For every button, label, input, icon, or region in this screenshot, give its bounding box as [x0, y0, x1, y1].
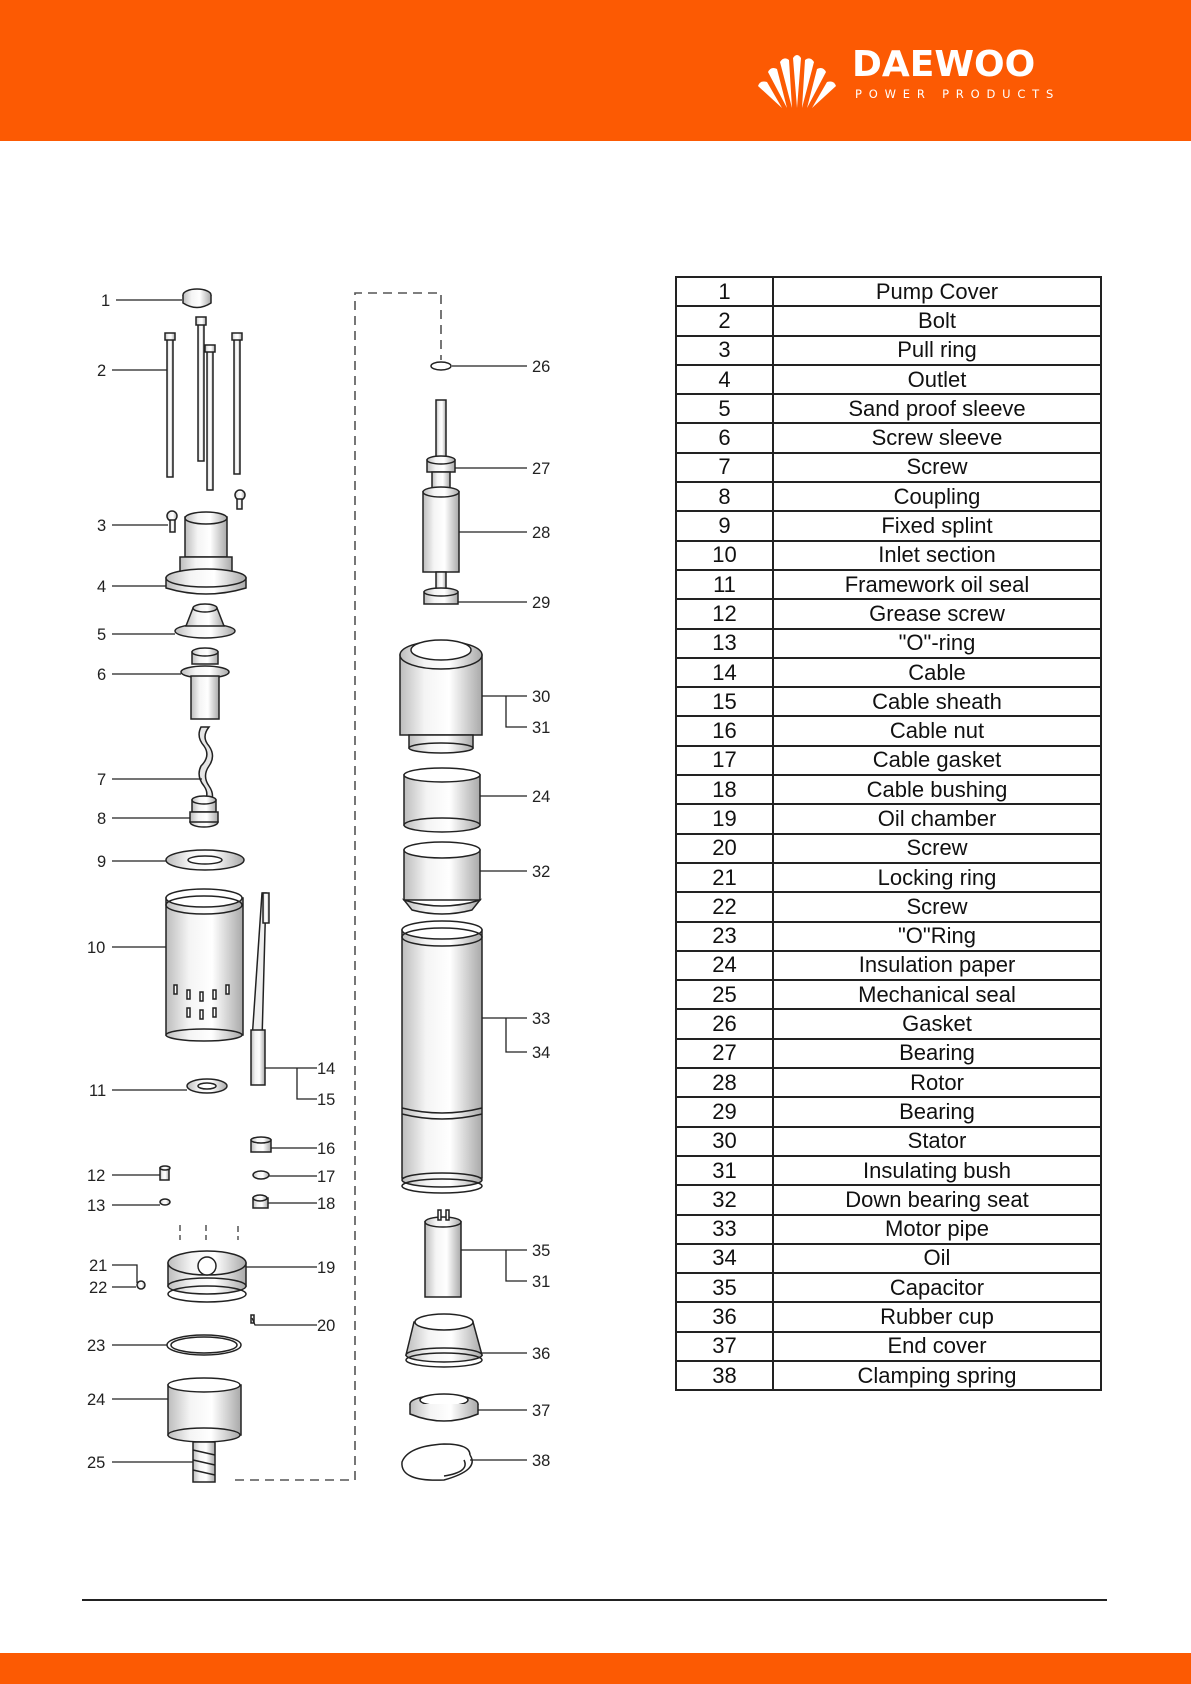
callout-30: 30 [532, 688, 551, 706]
callout-31-lower: 31 [532, 1273, 551, 1291]
parts-row [676, 423, 1101, 452]
callout-9: 9 [97, 853, 107, 871]
parts-row [676, 1361, 1101, 1390]
part-number-cell: 7 [676, 453, 773, 482]
callout-10: 10 [87, 939, 106, 957]
part-name-cell: Pump Cover [773, 277, 1101, 306]
parts-row [676, 570, 1101, 599]
parts-row [676, 336, 1101, 365]
part-stator [400, 640, 482, 753]
callout-23: 23 [87, 1337, 106, 1355]
part-number-cell: 35 [676, 1273, 773, 1302]
parts-row [676, 1039, 1101, 1068]
part-name-cell: "O"-ring [773, 629, 1101, 658]
part-name-cell: Gasket [773, 1009, 1101, 1038]
part-number-cell: 31 [676, 1156, 773, 1185]
part-cable-gasket [253, 1171, 269, 1179]
part-rotor-shaft [423, 400, 459, 604]
part-outlet [166, 512, 246, 594]
part-insulation-paper-lower [168, 1378, 241, 1442]
callout-19: 19 [317, 1259, 336, 1277]
parts-list-body [676, 277, 1101, 1390]
part-down-bearing-seat [404, 842, 480, 914]
callout-4: 4 [97, 578, 107, 596]
parts-row [676, 453, 1101, 482]
part-gasket [431, 362, 451, 370]
part-name-cell: Locking ring [773, 863, 1101, 892]
part-name-cell: Grease screw [773, 599, 1101, 628]
part-name-cell: Mechanical seal [773, 980, 1101, 1009]
parts-row [676, 658, 1101, 687]
callout-35: 35 [532, 1242, 551, 1260]
part-name-cell: Down bearing seat [773, 1185, 1101, 1214]
parts-row [676, 277, 1101, 306]
part-grease-screw [160, 1166, 170, 1205]
callout-3: 3 [97, 517, 107, 535]
part-number-cell: 21 [676, 863, 773, 892]
part-coupling [190, 796, 218, 827]
brand-logo [752, 40, 1072, 110]
part-number-cell: 10 [676, 541, 773, 570]
callout-13: 13 [87, 1197, 106, 1215]
callout-6: 6 [97, 666, 107, 684]
callout-20: 20 [317, 1317, 336, 1335]
callout-24: 24 [87, 1391, 106, 1409]
part-screw-shaft [199, 727, 212, 806]
parts-row [676, 1097, 1101, 1126]
parts-row [676, 716, 1101, 745]
part-name-cell: Motor pipe [773, 1215, 1101, 1244]
part-number-cell: 26 [676, 1009, 773, 1038]
part-number-cell: 16 [676, 716, 773, 745]
part-name-cell: Screw [773, 892, 1101, 921]
part-name-cell: Rotor [773, 1068, 1101, 1097]
part-cable-bushing [253, 1195, 268, 1208]
parts-row [676, 394, 1101, 423]
parts-row [676, 951, 1101, 980]
brand-name: DAEWOO [852, 44, 1036, 85]
part-name-cell: Stator [773, 1127, 1101, 1156]
part-inlet-section [166, 889, 243, 1041]
callout-34: 34 [532, 1044, 551, 1062]
part-name-cell: Screw sleeve [773, 423, 1101, 452]
parts-row [676, 511, 1101, 540]
part-name-cell: Capacitor [773, 1273, 1101, 1302]
part-cable [251, 893, 269, 1085]
part-number-cell: 29 [676, 1097, 773, 1126]
part-bolts [165, 317, 242, 490]
callout-29: 29 [532, 594, 551, 612]
part-framework-oil-seal [187, 1079, 227, 1093]
part-name-cell: Inlet section [773, 541, 1101, 570]
callout-12: 12 [87, 1167, 106, 1185]
parts-row [676, 892, 1101, 921]
callout-31: 31 [532, 719, 551, 737]
part-name-cell: End cover [773, 1332, 1101, 1361]
part-number-cell: 17 [676, 746, 773, 775]
callout-32: 32 [532, 863, 551, 881]
part-name-cell: Coupling [773, 482, 1101, 511]
callout-26: 26 [532, 358, 551, 376]
part-number-cell: 19 [676, 804, 773, 833]
parts-row [676, 1127, 1101, 1156]
part-rubber-cup [406, 1314, 482, 1367]
part-number-cell: 5 [676, 394, 773, 423]
callout-5: 5 [97, 626, 107, 644]
part-capacitor [425, 1210, 461, 1297]
parts-row [676, 687, 1101, 716]
part-number-cell: 37 [676, 1332, 773, 1361]
callout-27: 27 [532, 460, 551, 478]
callout-38: 38 [532, 1452, 551, 1470]
callout-14: 14 [317, 1060, 336, 1078]
parts-row [676, 922, 1101, 951]
parts-row [676, 1068, 1101, 1097]
part-number-cell: 9 [676, 511, 773, 540]
parts-row [676, 1332, 1101, 1361]
parts-row [676, 629, 1101, 658]
part-number-cell: 13 [676, 629, 773, 658]
part-insulation-paper-upper [404, 768, 480, 832]
part-number-cell: 14 [676, 658, 773, 687]
callout-22: 22 [89, 1279, 108, 1297]
exploded-parts-diagram [0, 0, 640, 1500]
part-number-cell: 28 [676, 1068, 773, 1097]
callout-11: 11 [89, 1082, 107, 1100]
parts-row [676, 482, 1101, 511]
part-number-cell: 23 [676, 922, 773, 951]
parts-list-table [675, 276, 1102, 1391]
part-number-cell: 4 [676, 365, 773, 394]
parts-row [676, 1009, 1101, 1038]
part-number-cell: 27 [676, 1039, 773, 1068]
callout-25: 25 [87, 1454, 106, 1472]
part-name-cell: Oil [773, 1244, 1101, 1273]
part-screw-sleeve [181, 648, 229, 719]
part-name-cell: Insulating bush [773, 1156, 1101, 1185]
parts-row [676, 1215, 1101, 1244]
part-name-cell: Clamping spring [773, 1361, 1101, 1390]
callout-labels [87, 292, 550, 1472]
parts-row [676, 599, 1101, 628]
callout-28: 28 [532, 524, 551, 542]
part-number-cell: 6 [676, 423, 773, 452]
part-pump-cover [183, 289, 211, 308]
footer-band [0, 1653, 1191, 1684]
part-oil-chamber [137, 1251, 254, 1323]
part-name-cell: Screw [773, 834, 1101, 863]
parts-row [676, 306, 1101, 335]
brand-emblem-icon [752, 40, 842, 110]
parts-row [676, 1244, 1101, 1273]
parts-row [676, 365, 1101, 394]
part-number-cell: 15 [676, 687, 773, 716]
brand-tagline: POWER PRODUCTS [855, 87, 1061, 101]
part-name-cell: Rubber cup [773, 1302, 1101, 1331]
part-name-cell: "O"Ring [773, 922, 1101, 951]
callout-15: 15 [317, 1091, 336, 1109]
part-name-cell: Oil chamber [773, 804, 1101, 833]
callout-2: 2 [97, 362, 107, 380]
part-mechanical-seal [193, 1442, 215, 1482]
part-number-cell: 30 [676, 1127, 773, 1156]
part-name-cell: Fixed splint [773, 511, 1101, 540]
part-cable-nut [251, 1137, 271, 1152]
callout-16: 16 [317, 1140, 336, 1158]
footer-divider [82, 1599, 1107, 1601]
callout-33: 33 [532, 1010, 551, 1028]
callout-21: 21 [89, 1257, 108, 1275]
parts-row [676, 834, 1101, 863]
parts-row [676, 863, 1101, 892]
parts-row [676, 746, 1101, 775]
callout-18: 18 [317, 1195, 336, 1213]
part-name-cell: Pull ring [773, 336, 1101, 365]
part-name-cell: Cable gasket [773, 746, 1101, 775]
part-number-cell: 1 [676, 277, 773, 306]
part-name-cell: Insulation paper [773, 951, 1101, 980]
part-sand-proof-sleeve [175, 604, 235, 638]
callout-8: 8 [97, 810, 107, 828]
part-number-cell: 32 [676, 1185, 773, 1214]
part-number-cell: 24 [676, 951, 773, 980]
part-number-cell: 33 [676, 1215, 773, 1244]
part-number-cell: 36 [676, 1302, 773, 1331]
part-number-cell: 20 [676, 834, 773, 863]
part-name-cell: Cable [773, 658, 1101, 687]
parts-row [676, 980, 1101, 1009]
part-name-cell: Bearing [773, 1097, 1101, 1126]
callout-7: 7 [97, 771, 107, 789]
part-name-cell: Bearing [773, 1039, 1101, 1068]
part-name-cell: Screw [773, 453, 1101, 482]
part-name-cell: Outlet [773, 365, 1101, 394]
part-number-cell: 3 [676, 336, 773, 365]
part-end-cover [410, 1394, 478, 1421]
parts-row [676, 1185, 1101, 1214]
part-name-cell: Framework oil seal [773, 570, 1101, 599]
part-o-ring [167, 1335, 241, 1355]
part-fixed-splint [166, 850, 244, 870]
callout-36: 36 [532, 1345, 551, 1363]
callout-24-upper: 24 [532, 788, 551, 806]
part-motor-pipe [402, 921, 482, 1193]
part-number-cell: 38 [676, 1361, 773, 1390]
part-number-cell: 18 [676, 775, 773, 804]
part-number-cell: 2 [676, 306, 773, 335]
part-name-cell: Cable nut [773, 716, 1101, 745]
parts-row [676, 1302, 1101, 1331]
part-name-cell: Bolt [773, 306, 1101, 335]
part-name-cell: Sand proof sleeve [773, 394, 1101, 423]
parts-row [676, 541, 1101, 570]
parts-row [676, 1273, 1101, 1302]
parts-row [676, 1156, 1101, 1185]
part-name-cell: Cable bushing [773, 775, 1101, 804]
callout-17: 17 [317, 1168, 336, 1186]
callout-37: 37 [532, 1402, 551, 1420]
part-number-cell: 8 [676, 482, 773, 511]
part-number-cell: 11 [676, 570, 773, 599]
part-name-cell: Cable sheath [773, 687, 1101, 716]
part-number-cell: 12 [676, 599, 773, 628]
parts-row [676, 775, 1101, 804]
callout-1: 1 [101, 292, 111, 310]
part-number-cell: 22 [676, 892, 773, 921]
part-clamping-spring [402, 1444, 472, 1480]
part-number-cell: 25 [676, 980, 773, 1009]
parts-row [676, 804, 1101, 833]
part-number-cell: 34 [676, 1244, 773, 1273]
